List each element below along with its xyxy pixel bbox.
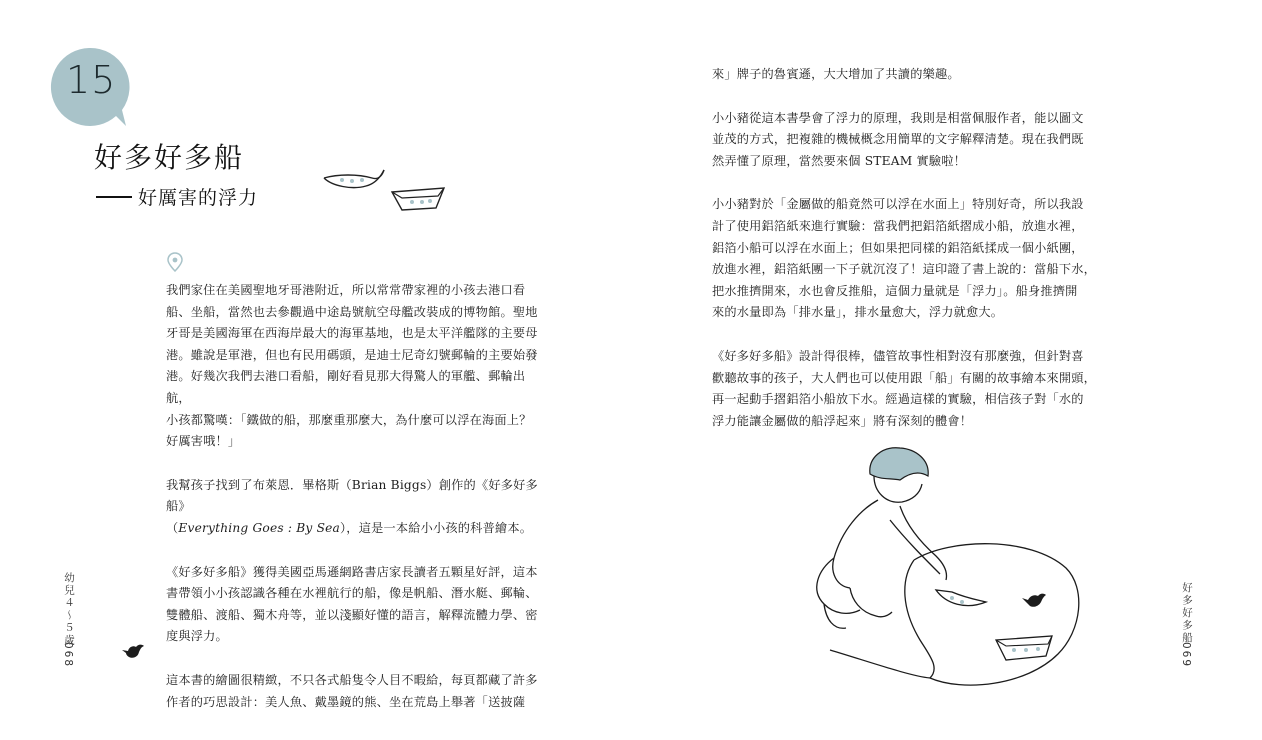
sidebar-book-title: 好多好多船 [1181, 582, 1193, 645]
page-title: 好多好多船 [94, 141, 245, 174]
child-with-boats-illustration [790, 440, 1090, 710]
page-number-right: 069 [1180, 642, 1192, 669]
paragraph: 小小豬對於「金屬做的船竟然可以浮在水面上」特別好奇，所以我設 計了使用鋁箔紙來進行實驗：當我們把鋁箔紙摺成小船，放進水裡， 鋁箔小船可以浮在水面上；但如果把同樣的鋁箔紙揉成一個小紙團， 放進水裡，鋁箔紙團一下子就沉沒了！這印證了書上說的：當船下水， 把水推擠開來，水也會反推船，這個力量就是「浮力」。船身推擠開 來的水量即為「排水量」，排水量愈大，浮力就愈大。 [712, 197, 1097, 320]
subtitle-row [96, 183, 258, 210]
bird-icon [120, 642, 146, 662]
location-pin-icon [167, 252, 183, 272]
page-number-left: 068 [62, 642, 74, 669]
paragraph: 這本書的繪圖很精緻，不只各式船隻令人目不暇給，每頁都藏了許多 作者的巧思設計：美人魚、戴墨鏡的熊、坐在荒島上舉著「送披薩 [166, 672, 538, 709]
english-book-title: Everything Goes : By Sea [178, 520, 341, 535]
page-subtitle: 好厲害的浮力 [138, 187, 259, 209]
foil-boats-icon [318, 160, 458, 220]
paragraph: 我幫孩子找到了布萊恩．畢格斯（Brian Biggs）創作的《好多好多船》 （Everything Goes : By Sea），這是一本給小小孩的科普繪本。 [166, 477, 538, 535]
paragraph: 來」牌子的魯賓遜，大大增加了共讀的樂趣。 [712, 67, 960, 81]
right-body-text [712, 64, 1096, 454]
paragraph: 《好多好多船》設計得很棒，儘管故事性相對沒有那麼強，但針對喜 歡聽故事的孩子，大人們也可以使用跟「船」有關的故事繪本來開頭， 再一起動手摺鋁箔小船放下水。經過這樣的實驗，相信孩子對「水的 浮力能讓金屬做的船浮起來」將有深刻的體會！ [712, 348, 1097, 428]
paragraph: 小小豬從這本書學會了浮力的原理，我則是相當佩服作者，能以圖文 並茂的方式，把複雜的機械概念用簡單的文字解釋清楚。現在我們既 然弄懂了原理，當然要來個 STEAM 實驗啦！ [712, 110, 1084, 168]
paragraph: 《好多好多船》獲得美國亞馬遜網路書店家長讀者五顆星好評，這本 書帶領小小孩認識各種在水裡航行的船，像是帆船、潛水艇、郵輪、 雙體船、渡船、獨木舟等，並以淺顯好懂的語言，解釋流體力學、密 度與浮力。 [166, 564, 538, 644]
sidebar-age-label: 幼兒４～５歲 [63, 572, 75, 647]
paragraph: 我們家住在美國聖地牙哥港附近，所以常常帶家裡的小孩去港口看 船、坐船，當然也去參觀過中途島號航空母艦改裝成的博物館。聖地 牙哥是美國海軍在西海岸最大的海軍基地，也是太平洋艦隊的主要母 港。雖說是軍港，但也有民用碼頭，是迪士尼奇幻號郵輪的主要始發 港。好幾次我們去港口看船，剛好看見那大得驚人的軍艦、郵輪出航， 小孩都驚嘆：「鐵做的船，那麼重那麼大，為什麼可以浮在海面上？ 好厲害哦！」 [166, 283, 538, 449]
chapter-number: 15 [66, 58, 117, 102]
subtitle-dash [96, 196, 132, 198]
left-body-text [166, 280, 548, 735]
